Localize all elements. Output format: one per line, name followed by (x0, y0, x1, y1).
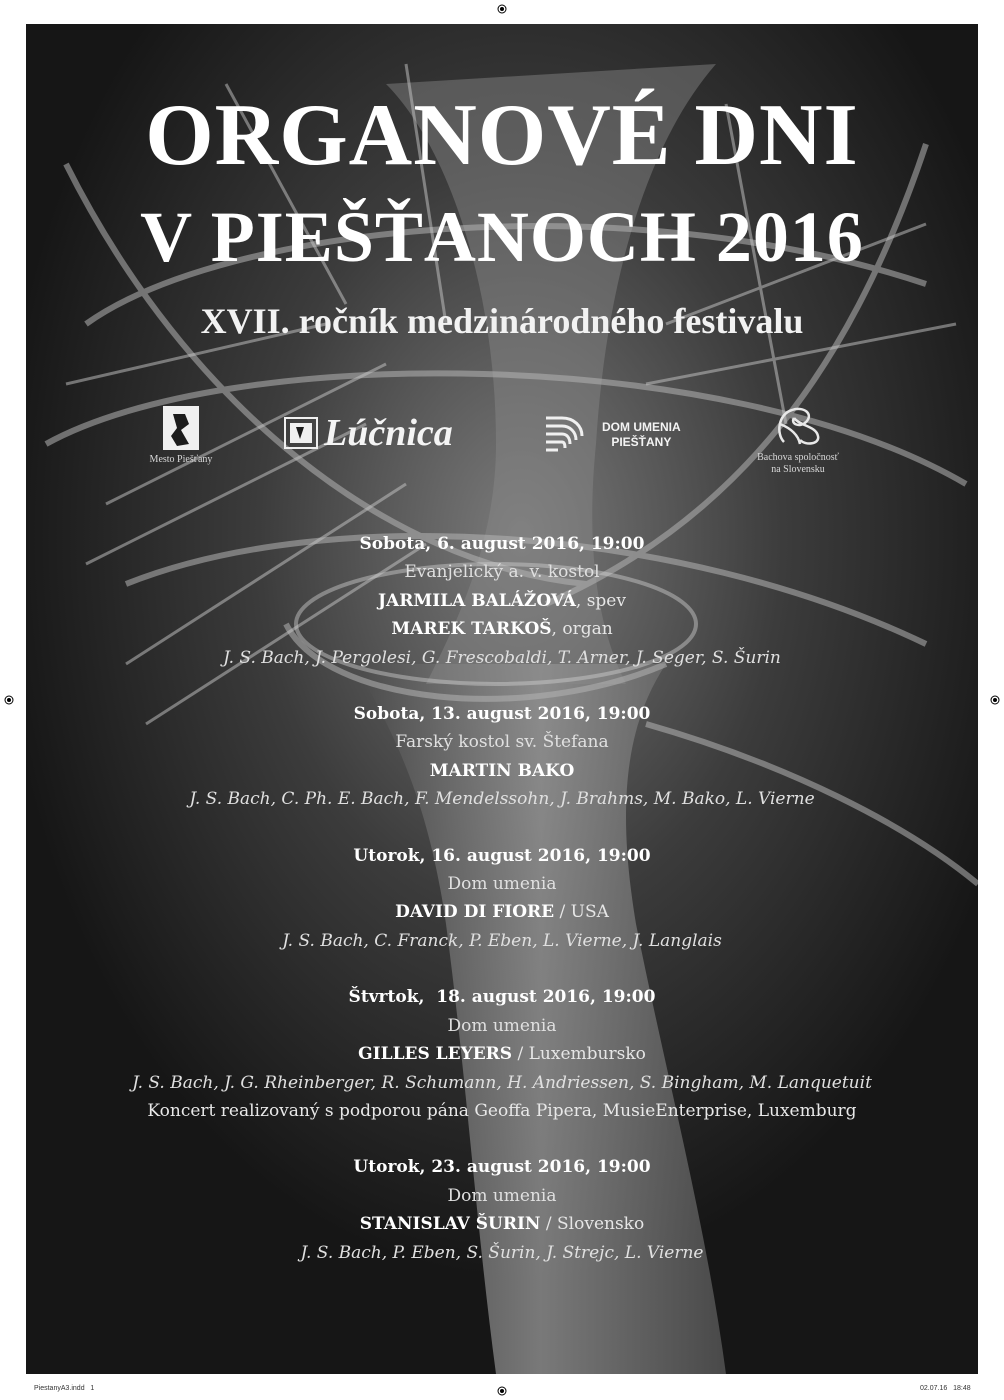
concert-program (26, 530, 978, 1295)
bach-line-2: na Slovensku (771, 464, 825, 475)
registration-mark-icon (4, 695, 14, 705)
bach-monogram-icon (770, 404, 826, 448)
event-venue: Dom umenia (447, 1015, 557, 1036)
event-2 (26, 700, 978, 814)
event-performer (26, 615, 978, 643)
performer-country: / Luxembursko (512, 1044, 646, 1065)
logo-bachova-spolocnost (738, 404, 858, 476)
event-performer (26, 1040, 978, 1068)
registration-mark-icon (497, 1386, 507, 1396)
performer-country: / USA (554, 902, 609, 923)
event-composers: J. S. Bach, C. Franck, P. Eben, L. Vierne, J. Langlais (282, 930, 722, 951)
event-1 (26, 530, 978, 672)
registration-mark-icon (497, 4, 507, 14)
event-date: Sobota, 13. august 2016, 19:00 (353, 704, 651, 725)
title-line-1: ORGANOVÉ DNI (145, 87, 859, 184)
title-line-2: V PIEŠŤANOCH 2016 (140, 197, 864, 277)
performer-name: MAREK TARKOŠ (391, 619, 552, 640)
event-performer (26, 587, 978, 615)
event-venue: Dom umenia (447, 874, 557, 895)
print-timestamp: 02.07.16 18:48 (920, 1385, 971, 1392)
performer-name: STANISLAV ŠURIN (359, 1214, 541, 1235)
event-venue: Dom umenia (447, 1185, 557, 1206)
performer-role: , spev (575, 590, 626, 611)
performer-role: , organ (551, 619, 613, 640)
performer-name: JARMILA BALÁŽOVÁ (378, 590, 576, 611)
logo-dom-umenia (542, 412, 712, 458)
registration-mark-icon (990, 695, 1000, 705)
poster (26, 24, 978, 1374)
mesto-caption: Mesto Piešťany (149, 454, 213, 465)
event-composers: J. S. Bach, J. G. Rheinberger, R. Schumann, H. Andriessen, S. Bingham, M. Lanquetuit (132, 1072, 872, 1093)
event-composers: J. S. Bach, C. Ph. E. Bach, F. Mendelssohn, J. Brahms, M. Bako, L. Vierne (189, 789, 815, 810)
event-date: Sobota, 6. august 2016, 19:00 (359, 534, 645, 554)
event-composers: J. S. Bach, J. Pergolesi, G. Frescobaldi, T. Arner, J. Seger, S. Šurin (223, 647, 781, 668)
bach-line-1: Bachova spoločnosť (757, 452, 839, 463)
event-date: Štvrtok, 18. august 2016, 19:00 (348, 987, 656, 1008)
logo-mesto-piestany (138, 406, 224, 466)
dom-line-1: DOM UMENIA (602, 420, 681, 434)
event-venue: Evanjelický a. v. kostol (404, 562, 600, 583)
print-file-label: PiestanyA3.indd 1 (34, 1385, 95, 1392)
event-venue: Farský kostol sv. Štefana (395, 732, 609, 753)
performer-name: MARTIN BAKO (429, 760, 575, 781)
dom-line-2: PIEŠŤANY (611, 435, 672, 449)
event-performer (26, 1210, 978, 1238)
mesto-crest-icon (163, 406, 199, 450)
logo-lucnica (284, 412, 474, 454)
lucnica-name: Lúčnica (324, 412, 453, 454)
event-date: Utorok, 23. august 2016, 19:00 (353, 1157, 651, 1178)
performer-name: DAVID DI FIORE (395, 902, 555, 923)
event-composers: J. S. Bach, P. Eben, S. Šurin, J. Strejc, L. Vierne (300, 1242, 704, 1263)
lucnica-emblem-icon (284, 417, 318, 449)
event-date: Utorok, 16. august 2016, 19:00 (353, 845, 651, 866)
event-5 (26, 1153, 978, 1267)
event-4 (26, 983, 978, 1125)
performer-country: / Slovensko (540, 1214, 645, 1235)
event-sponsor-note: Koncert realizovaný s podporou pána Geoffa Pipera, MusieEnterprise, Luxemburg (147, 1100, 857, 1121)
performer-name: GILLES LEYERS (358, 1044, 513, 1065)
dom-umenia-waves-icon (542, 412, 588, 458)
subtitle: XVII. ročník medzinárodného festivalu (200, 301, 804, 341)
event-performer (26, 757, 978, 785)
event-3 (26, 842, 978, 956)
event-performer (26, 898, 978, 926)
